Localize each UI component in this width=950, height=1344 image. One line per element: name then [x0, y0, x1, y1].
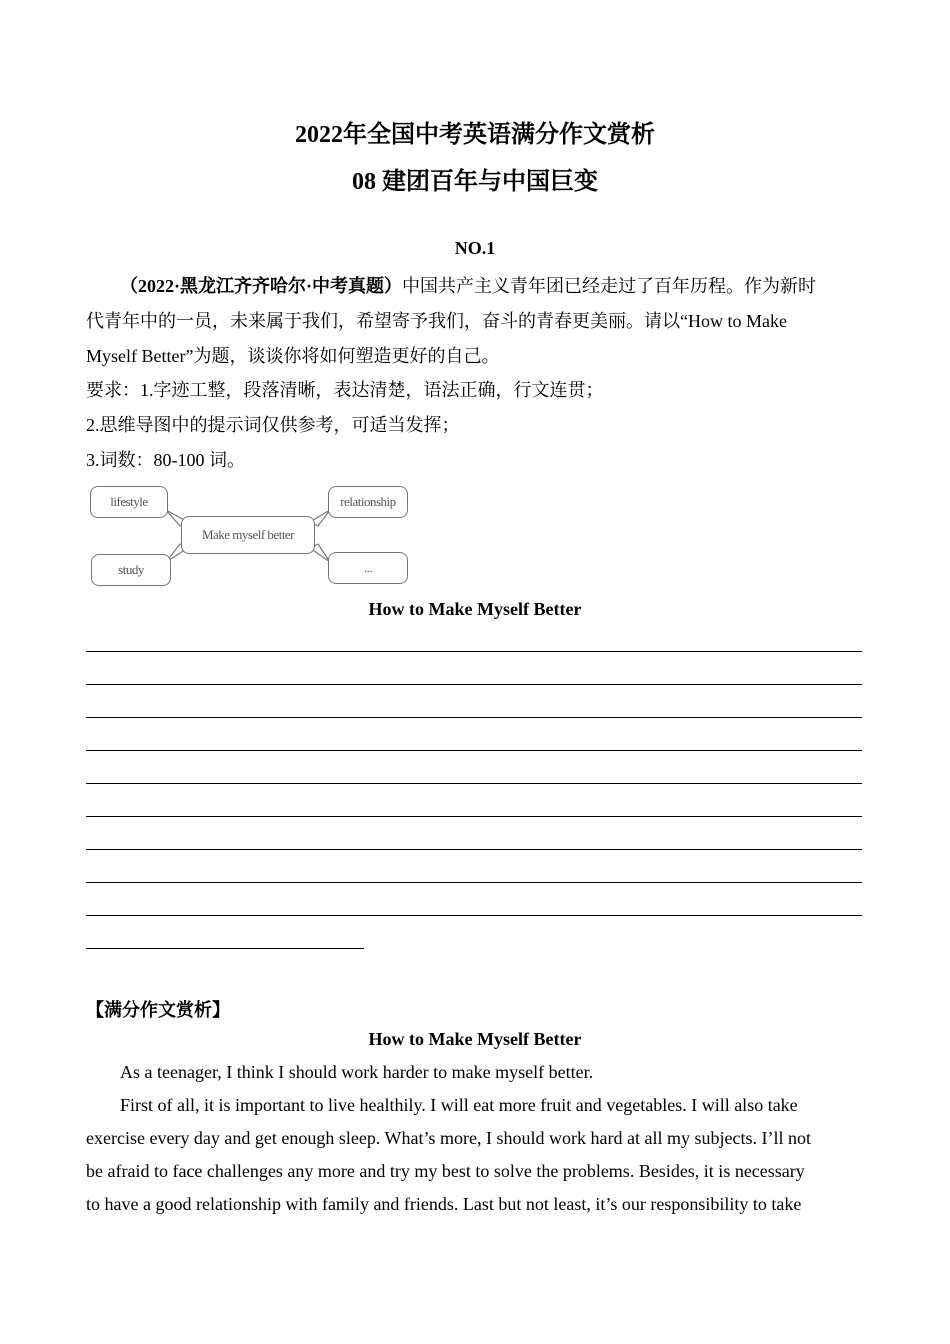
essay-line-2: First of all, it is important to live healthily. I will eat more fruit and vegetables. I will also take	[120, 1095, 798, 1115]
answer-line	[86, 849, 862, 850]
answer-line	[86, 783, 862, 784]
answer-title: How to Make Myself Better	[368, 599, 582, 619]
prompt-line-2: 代青年中的一员，未来属于我们，希望寄予我们，奋斗的青春更美丽。请以“How to Make	[86, 311, 787, 331]
mind-map-relationship: relationship	[328, 486, 408, 518]
prompt-line-1	[120, 272, 816, 298]
essay-line-5: to have a good relationship with family and friends. Last but not least, it’s our responsibility to take	[86, 1194, 802, 1214]
mind-map-center: Make myself better	[181, 516, 315, 554]
prompt-text-1: 中国共产主义青年团已经走过了百年历程。作为新时	[402, 276, 817, 296]
essay-line-1: As a teenager, I think I should work harder to make myself better.	[120, 1062, 594, 1082]
answer-line-last	[86, 948, 364, 949]
answer-line	[86, 882, 862, 883]
section-label: 【满分作文赏析】	[86, 1000, 230, 1020]
answer-line	[86, 717, 862, 718]
essay-line-4: be afraid to face challenges any more and try my best to solve the problems. Besides, it is necessary	[86, 1161, 805, 1181]
prompt-line-3: Myself Better”为题，谈谈你将如何塑造更好的自己。	[86, 346, 500, 366]
answer-line	[86, 915, 862, 916]
question-source: （2022·黑龙江齐齐哈尔·中考真题）	[120, 276, 403, 296]
mind-map-lifestyle: lifestyle	[90, 486, 168, 518]
mind-map-more: ...	[328, 552, 408, 584]
requirement-3: 3.词数：80-100 词。	[86, 450, 245, 470]
essay-line-3: exercise every day and get enough sleep. What’s more, I should work hard at all my subjects. I’ll not	[86, 1128, 811, 1148]
question-number: NO.1	[454, 238, 496, 258]
requirement-1: 要求：1.字迹工整，段落清晰，表达清楚，语法正确，行文连贯；	[86, 380, 604, 400]
document-title: 2022年全国中考英语满分作文赏析	[295, 122, 655, 148]
answer-line	[86, 816, 862, 817]
mind-map	[88, 482, 410, 588]
essay-title: How to Make Myself Better	[368, 1029, 582, 1049]
answer-line	[86, 651, 862, 652]
answer-line	[86, 750, 862, 751]
mind-map-study: study	[91, 554, 171, 586]
document-subtitle: 08 建团百年与中国巨变	[352, 169, 598, 195]
answer-line	[86, 684, 862, 685]
requirement-2: 2.思维导图中的提示词仅供参考，可适当发挥；	[86, 415, 460, 435]
